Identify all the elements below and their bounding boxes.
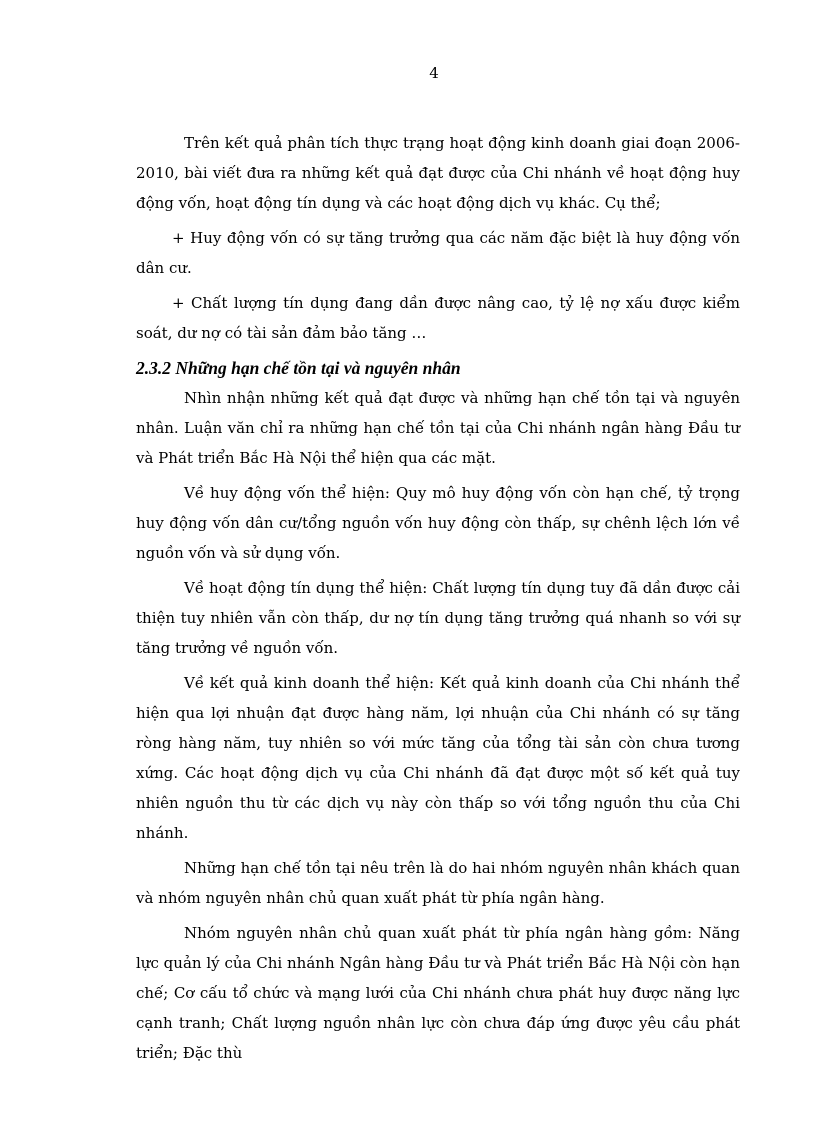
body-paragraph: Về kết quả kinh doanh thể hiện: Kết quả kinh doanh của Chi nhánh thể hiện qua lợi nhuận đạt được hàng năm, lợi nhuận của Chi nhánh có sự tăng ròng hàng năm, tuy nhiên so với mức tăng của tổng tài sản còn chưa tương xứng. Các hoạt động dịch vụ của Chi nhánh đã đạt được một số kết quả tuy nhiên nguồn thu từ các dịch vụ này còn thấp so với tổng nguồn thu của Chi nhánh. xyxy=(136,674,740,842)
body-paragraph: Những hạn chế tồn tại nêu trên là do hai nhóm nguyên nhân khách quan và nhóm nguyên nhân chủ quan xuất phát từ phía ngân hàng. xyxy=(136,859,740,907)
bullet-item: + Chất lượng tín dụng đang dần được nâng cao, tỷ lệ nợ xấu được kiểm soát, dư nợ có tài sản đảm bảo tăng … xyxy=(136,294,740,342)
bullet-item: + Huy động vốn có sự tăng trưởng qua các năm đặc biệt là huy động vốn dân cư. xyxy=(136,229,740,277)
page-number: 4 xyxy=(429,64,439,82)
body-paragraph: Nhóm nguyên nhân chủ quan xuất phát từ phía ngân hàng gồm: Năng lực quản lý của Chi nhánh Ngân hàng Đầu tư và Phát triển Bắc Hà Nội còn hạn chế; Cơ cấu tổ chức và mạng lưới của Chi nhánh chưa phát huy được năng lực cạnh tranh; Chất lượng nguồn nhân lực còn chưa đáp ứng được yêu cầu phát triển; Đặc thù xyxy=(136,924,740,1062)
document-body xyxy=(136,128,740,1073)
body-paragraph: Nhìn nhận những kết quả đạt được và những hạn chế tồn tại và nguyên nhân. Luận văn chỉ ra những hạn chế tồn tại của Chi nhánh ngân hàng Đầu tư và Phát triển Bắc Hà Nội thể hiện qua các mặt. xyxy=(136,389,740,467)
body-paragraph: Về huy động vốn thể hiện: Quy mô huy động vốn còn hạn chế, tỷ trọng huy động vốn dân cư/tổng nguồn vốn huy động còn thấp, sự chênh lệch lớn về nguồn vốn và sử dụng vốn. xyxy=(136,484,740,562)
body-paragraph: Về hoạt động tín dụng thể hiện: Chất lượng tín dụng tuy đã dần được cải thiện tuy nhiên vẫn còn thấp, dư nợ tín dụng tăng trưởng quá nhanh so với sự tăng trưởng về nguồn vốn. xyxy=(136,579,740,657)
intro-paragraph: Trên kết quả phân tích thực trạng hoạt động kinh doanh giai đoạn 2006-2010, bài viết đưa ra những kết quả đạt được của Chi nhánh về hoạt động huy động vốn, hoạt động tín dụng và các hoạt động dịch vụ khác. Cụ thể; xyxy=(136,134,740,212)
section-heading: 2.3.2 Những hạn chế tồn tại và nguyên nhân xyxy=(136,358,461,378)
